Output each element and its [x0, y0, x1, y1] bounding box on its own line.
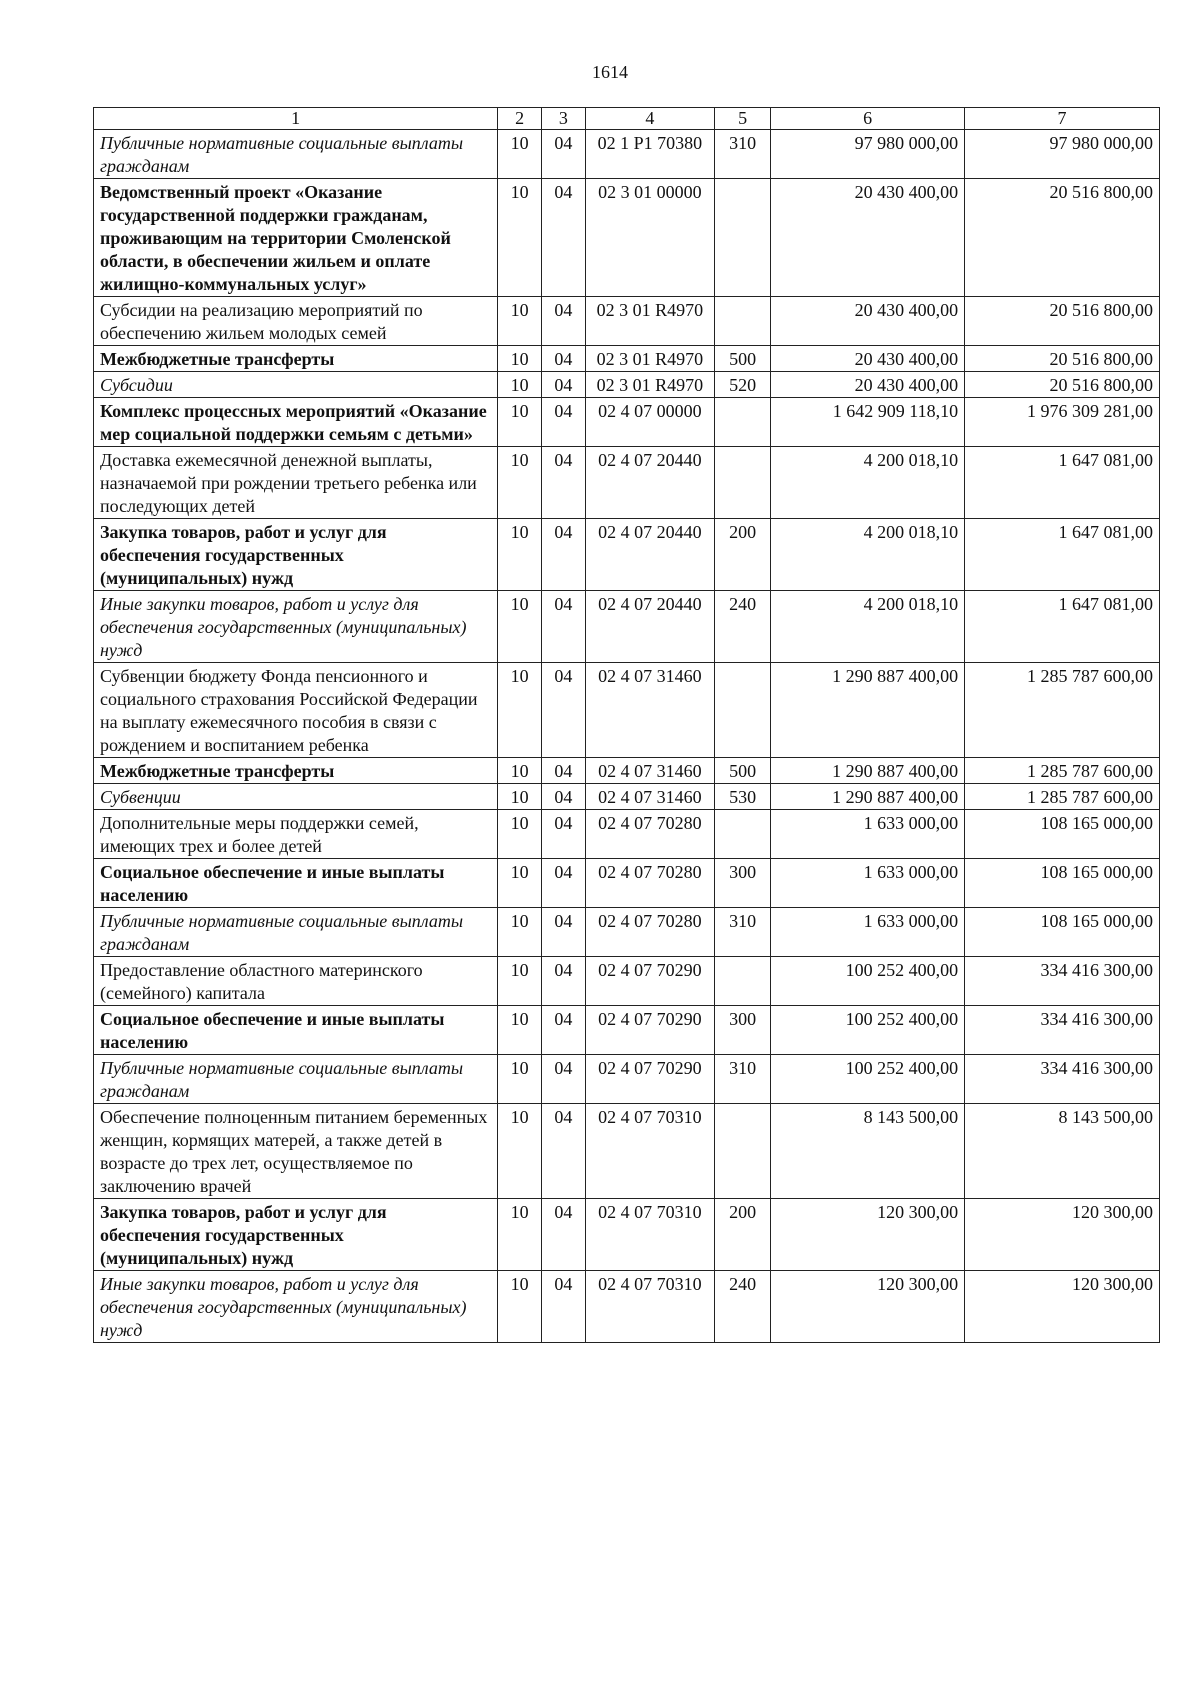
expense-type-cell — [715, 957, 771, 1006]
row-name-cell: Субсидии на реализацию мероприятий по обеспечению жильем молодых семей — [94, 297, 498, 346]
header-cell: 4 — [585, 108, 714, 130]
section-code-cell: 10 — [498, 1199, 542, 1271]
expense-type-cell: 300 — [715, 859, 771, 908]
page-number: 1614 — [592, 62, 628, 82]
table-row — [94, 1055, 1160, 1104]
section-code-cell: 10 — [498, 297, 542, 346]
amount-year2-cell: 1 647 081,00 — [965, 591, 1160, 663]
subsection-code-cell: 04 — [542, 1271, 586, 1343]
amount-year1-cell: 1 633 000,00 — [771, 908, 965, 957]
amount-year1-cell: 100 252 400,00 — [771, 957, 965, 1006]
target-article-cell: 02 4 07 31460 — [585, 758, 714, 784]
table-row — [94, 447, 1160, 519]
expense-type-cell: 200 — [715, 519, 771, 591]
row-name-cell: Доставка ежемесячной денежной выплаты, назначаемой при рождении третьего ребенка или последующих детей — [94, 447, 498, 519]
amount-year2-cell: 120 300,00 — [965, 1199, 1160, 1271]
row-name-cell: Субвенции бюджету Фонда пенсионного и социального страхования Российской Федерации на выплату ежемесячного пособия в связи с рождением и воспитанием ребенка — [94, 663, 498, 758]
section-code-cell: 10 — [498, 859, 542, 908]
subsection-code-cell: 04 — [542, 179, 586, 297]
row-name-cell: Иные закупки товаров, работ и услуг для обеспечения государственных (муниципальных) нужд — [94, 1271, 498, 1343]
amount-year2-cell: 20 516 800,00 — [965, 346, 1160, 372]
section-code-cell: 10 — [498, 810, 542, 859]
target-article-cell: 02 4 07 70290 — [585, 1006, 714, 1055]
table-row — [94, 1006, 1160, 1055]
target-article-cell: 02 4 07 70280 — [585, 810, 714, 859]
target-article-cell: 02 1 Р1 70380 — [585, 130, 714, 179]
row-name-cell: Иные закупки товаров, работ и услуг для обеспечения государственных (муниципальных) нужд — [94, 591, 498, 663]
amount-year2-cell: 108 165 000,00 — [965, 908, 1160, 957]
section-code-cell: 10 — [498, 1271, 542, 1343]
expense-type-cell: 310 — [715, 1055, 771, 1104]
row-name-cell: Закупка товаров, работ и услуг для обеспечения государственных (муниципальных) нужд — [94, 519, 498, 591]
amount-year1-cell: 100 252 400,00 — [771, 1055, 965, 1104]
amount-year1-cell: 20 430 400,00 — [771, 346, 965, 372]
amount-year1-cell: 20 430 400,00 — [771, 372, 965, 398]
target-article-cell: 02 4 07 20440 — [585, 519, 714, 591]
section-code-cell: 10 — [498, 784, 542, 810]
amount-year1-cell: 8 143 500,00 — [771, 1104, 965, 1199]
table-row — [94, 957, 1160, 1006]
section-code-cell: 10 — [498, 1006, 542, 1055]
section-code-cell: 10 — [498, 346, 542, 372]
header-cell: 5 — [715, 108, 771, 130]
row-name-cell: Обеспечение полноценным питанием беременных женщин, кормящих матерей, а также детей в возрасте до трех лет, осуществляемое по заключению врачей — [94, 1104, 498, 1199]
table-row — [94, 346, 1160, 372]
amount-year1-cell: 1 633 000,00 — [771, 810, 965, 859]
table-row — [94, 784, 1160, 810]
amount-year2-cell: 1 285 787 600,00 — [965, 784, 1160, 810]
amount-year2-cell: 20 516 800,00 — [965, 297, 1160, 346]
amount-year2-cell: 20 516 800,00 — [965, 372, 1160, 398]
section-code-cell: 10 — [498, 1104, 542, 1199]
target-article-cell: 02 4 07 70290 — [585, 1055, 714, 1104]
target-article-cell: 02 3 01 R4970 — [585, 372, 714, 398]
section-code-cell: 10 — [498, 372, 542, 398]
row-name-cell: Комплекс процессных мероприятий «Оказание мер социальной поддержки семьям с детьми» — [94, 398, 498, 447]
amount-year1-cell: 1 290 887 400,00 — [771, 663, 965, 758]
expense-type-cell: 520 — [715, 372, 771, 398]
amount-year2-cell: 334 416 300,00 — [965, 1006, 1160, 1055]
table-row — [94, 130, 1160, 179]
target-article-cell: 02 4 07 70310 — [585, 1199, 714, 1271]
amount-year2-cell: 1 285 787 600,00 — [965, 663, 1160, 758]
expense-type-cell: 310 — [715, 130, 771, 179]
amount-year2-cell: 97 980 000,00 — [965, 130, 1160, 179]
target-article-cell: 02 4 07 31460 — [585, 663, 714, 758]
expense-type-cell: 530 — [715, 784, 771, 810]
amount-year2-cell: 1 976 309 281,00 — [965, 398, 1160, 447]
subsection-code-cell: 04 — [542, 663, 586, 758]
section-code-cell: 10 — [498, 663, 542, 758]
amount-year1-cell: 1 290 887 400,00 — [771, 784, 965, 810]
target-article-cell: 02 3 01 R4970 — [585, 297, 714, 346]
subsection-code-cell: 04 — [542, 810, 586, 859]
subsection-code-cell: 04 — [542, 591, 586, 663]
subsection-code-cell: 04 — [542, 1199, 586, 1271]
amount-year2-cell: 334 416 300,00 — [965, 957, 1160, 1006]
amount-year1-cell: 120 300,00 — [771, 1271, 965, 1343]
subsection-code-cell: 04 — [542, 447, 586, 519]
header-cell: 2 — [498, 108, 542, 130]
row-name-cell: Межбюджетные трансферты — [94, 346, 498, 372]
amount-year2-cell: 108 165 000,00 — [965, 859, 1160, 908]
amount-year2-cell: 120 300,00 — [965, 1271, 1160, 1343]
amount-year2-cell: 334 416 300,00 — [965, 1055, 1160, 1104]
budget-table — [93, 107, 1160, 1343]
target-article-cell: 02 4 07 70310 — [585, 1271, 714, 1343]
amount-year2-cell: 108 165 000,00 — [965, 810, 1160, 859]
expense-type-cell: 310 — [715, 908, 771, 957]
section-code-cell: 10 — [498, 1055, 542, 1104]
subsection-code-cell: 04 — [542, 346, 586, 372]
subsection-code-cell: 04 — [542, 297, 586, 346]
table-row — [94, 908, 1160, 957]
subsection-code-cell: 04 — [542, 957, 586, 1006]
section-code-cell: 10 — [498, 398, 542, 447]
row-name-cell: Ведомственный проект «Оказание государственной поддержки гражданам, проживающим на территории Смоленской области, в обеспечении жильем и оплате жилищно-коммунальных услуг» — [94, 179, 498, 297]
amount-year1-cell: 4 200 018,10 — [771, 519, 965, 591]
table-row — [94, 372, 1160, 398]
table-row — [94, 591, 1160, 663]
section-code-cell: 10 — [498, 519, 542, 591]
table-row — [94, 810, 1160, 859]
table-row — [94, 398, 1160, 447]
header-cell: 1 — [94, 108, 498, 130]
row-name-cell: Социальное обеспечение и иные выплаты населению — [94, 1006, 498, 1055]
target-article-cell: 02 3 01 R4970 — [585, 346, 714, 372]
expense-type-cell — [715, 1104, 771, 1199]
row-name-cell: Субвенции — [94, 784, 498, 810]
table-row — [94, 1271, 1160, 1343]
header-cell: 3 — [542, 108, 586, 130]
table-row — [94, 663, 1160, 758]
amount-year1-cell: 100 252 400,00 — [771, 1006, 965, 1055]
expense-type-cell — [715, 398, 771, 447]
amount-year2-cell: 1 285 787 600,00 — [965, 758, 1160, 784]
expense-type-cell: 500 — [715, 346, 771, 372]
expense-type-cell — [715, 179, 771, 297]
subsection-code-cell: 04 — [542, 1006, 586, 1055]
row-name-cell: Межбюджетные трансферты — [94, 758, 498, 784]
row-name-cell: Публичные нормативные социальные выплаты гражданам — [94, 908, 498, 957]
subsection-code-cell: 04 — [542, 859, 586, 908]
table-row — [94, 519, 1160, 591]
expense-type-cell — [715, 810, 771, 859]
table-row — [94, 179, 1160, 297]
amount-year1-cell: 1 290 887 400,00 — [771, 758, 965, 784]
header-cell: 7 — [965, 108, 1160, 130]
target-article-cell: 02 4 07 31460 — [585, 784, 714, 810]
target-article-cell: 02 4 07 70280 — [585, 908, 714, 957]
expense-type-cell: 500 — [715, 758, 771, 784]
subsection-code-cell: 04 — [542, 1104, 586, 1199]
section-code-cell: 10 — [498, 130, 542, 179]
target-article-cell: 02 4 07 70280 — [585, 859, 714, 908]
subsection-code-cell: 04 — [542, 130, 586, 179]
target-article-cell: 02 4 07 00000 — [585, 398, 714, 447]
amount-year1-cell: 97 980 000,00 — [771, 130, 965, 179]
row-name-cell: Закупка товаров, работ и услуг для обеспечения государственных (муниципальных) нужд — [94, 1199, 498, 1271]
amount-year1-cell: 1 642 909 118,10 — [771, 398, 965, 447]
table-row — [94, 758, 1160, 784]
amount-year1-cell: 1 633 000,00 — [771, 859, 965, 908]
amount-year1-cell: 4 200 018,10 — [771, 447, 965, 519]
subsection-code-cell: 04 — [542, 784, 586, 810]
header-cell: 6 — [771, 108, 965, 130]
target-article-cell: 02 4 07 20440 — [585, 591, 714, 663]
subsection-code-cell: 04 — [542, 1055, 586, 1104]
expense-type-cell: 300 — [715, 1006, 771, 1055]
expense-type-cell — [715, 663, 771, 758]
table-row — [94, 1104, 1160, 1199]
amount-year2-cell: 20 516 800,00 — [965, 179, 1160, 297]
table-row — [94, 1199, 1160, 1271]
row-name-cell: Предоставление областного материнского (семейного) капитала — [94, 957, 498, 1006]
expense-type-cell: 240 — [715, 1271, 771, 1343]
subsection-code-cell: 04 — [542, 908, 586, 957]
section-code-cell: 10 — [498, 179, 542, 297]
row-name-cell: Публичные нормативные социальные выплаты гражданам — [94, 130, 498, 179]
section-code-cell: 10 — [498, 447, 542, 519]
table-row — [94, 297, 1160, 346]
amount-year2-cell: 1 647 081,00 — [965, 447, 1160, 519]
section-code-cell: 10 — [498, 957, 542, 1006]
expense-type-cell — [715, 447, 771, 519]
section-code-cell: 10 — [498, 758, 542, 784]
expense-type-cell: 200 — [715, 1199, 771, 1271]
amount-year1-cell: 4 200 018,10 — [771, 591, 965, 663]
subsection-code-cell: 04 — [542, 519, 586, 591]
expense-type-cell — [715, 297, 771, 346]
amount-year1-cell: 20 430 400,00 — [771, 297, 965, 346]
table-header-row — [94, 108, 1160, 130]
section-code-cell: 10 — [498, 908, 542, 957]
amount-year1-cell: 20 430 400,00 — [771, 179, 965, 297]
row-name-cell: Дополнительные меры поддержки семей, имеющих трех и более детей — [94, 810, 498, 859]
row-name-cell: Субсидии — [94, 372, 498, 398]
subsection-code-cell: 04 — [542, 758, 586, 784]
row-name-cell: Социальное обеспечение и иные выплаты населению — [94, 859, 498, 908]
section-code-cell: 10 — [498, 591, 542, 663]
row-name-cell: Публичные нормативные социальные выплаты гражданам — [94, 1055, 498, 1104]
amount-year2-cell: 8 143 500,00 — [965, 1104, 1160, 1199]
table-row — [94, 859, 1160, 908]
amount-year1-cell: 120 300,00 — [771, 1199, 965, 1271]
target-article-cell: 02 4 07 70310 — [585, 1104, 714, 1199]
amount-year2-cell: 1 647 081,00 — [965, 519, 1160, 591]
subsection-code-cell: 04 — [542, 398, 586, 447]
target-article-cell: 02 4 07 20440 — [585, 447, 714, 519]
target-article-cell: 02 3 01 00000 — [585, 179, 714, 297]
subsection-code-cell: 04 — [542, 372, 586, 398]
expense-type-cell: 240 — [715, 591, 771, 663]
target-article-cell: 02 4 07 70290 — [585, 957, 714, 1006]
